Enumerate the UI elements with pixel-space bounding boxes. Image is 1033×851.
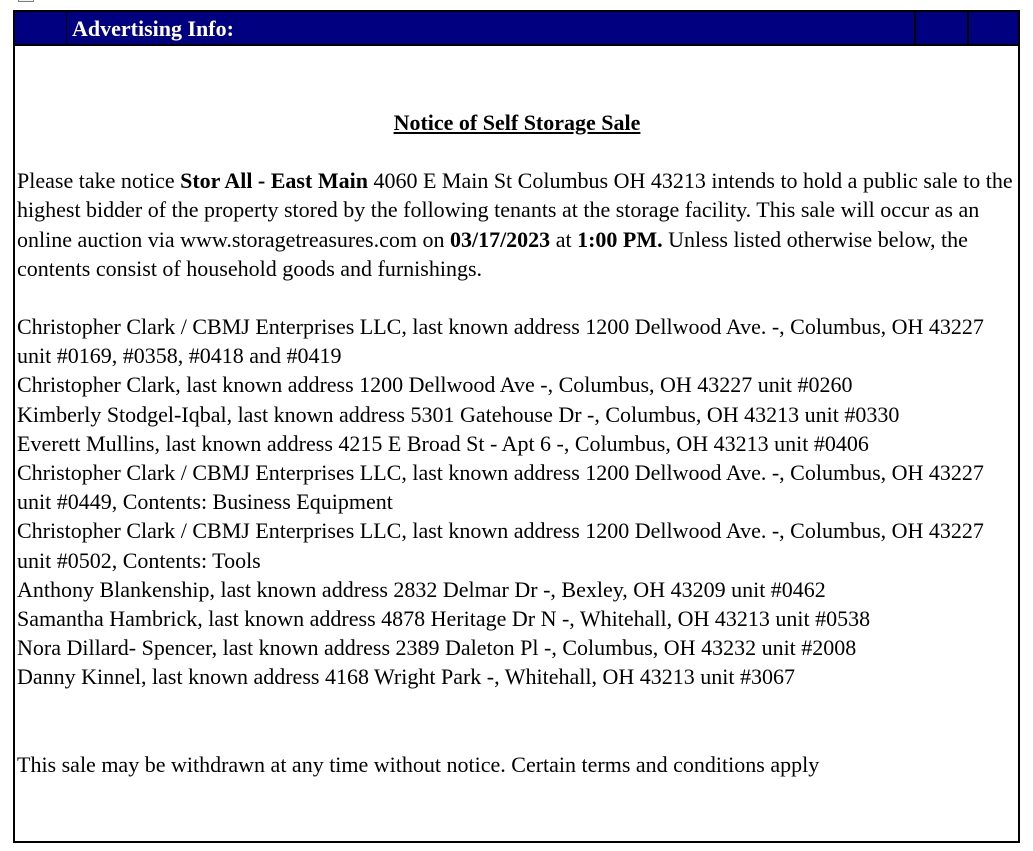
intro-text-1: Please take notice [17, 168, 181, 194]
sale-date: 03/17/2023 [449, 226, 551, 252]
tenant-entry: Christopher Clark / CBMJ Enterprises LLC, last known address 1200 Dellwood Ave. -, Columbus, OH 43227 unit #0449, Contents: Business Equipment [17, 460, 984, 515]
notice-content [17, 108, 1017, 779]
header-right-cell [914, 12, 969, 44]
footer-disclaimer: This sale may be withdrawn at any time without notice. Certain terms and conditions apply [17, 751, 820, 777]
tenant-entry: Everett Mullins, last known address 4215 E Broad St - Apt 6 -, Columbus, OH 43213 unit #0406 [17, 430, 869, 456]
header-title: Advertising Info: [72, 16, 234, 41]
header-bar [15, 12, 1018, 46]
tenant-entry: Danny Kinnel, last known address 4168 Wright Park -, Whitehall, OH 43213 unit #3067 [17, 664, 795, 690]
tenant-entry: Christopher Clark / CBMJ Enterprises LLC, last known address 1200 Dellwood Ave. -, Columbus, OH 43227 unit #0169, #0358, #0418 and #0419 [17, 314, 984, 369]
tenant-entry: Christopher Clark, last known address 1200 Dellwood Ave -, Columbus, OH 43227 unit #0260 [17, 372, 853, 398]
advertising-info-panel [13, 10, 1020, 843]
tenant-entry: Anthony Blankenship, last known address 2832 Delmar Dr -, Bexley, OH 43209 unit #0462 [17, 576, 826, 602]
intro-text-4: Unless listed otherwise below, the contents consist of household goods and furnishings. [17, 226, 968, 281]
tenant-entry: Samantha Hambrick, last known address 4878 Heritage Dr N -, Whitehall, OH 43213 unit #0538 [17, 606, 871, 632]
tenant-entry: Christopher Clark / CBMJ Enterprises LLC, last known address 1200 Dellwood Ave. -, Columbus, OH 43227 unit #0502, Contents: Tools [17, 518, 984, 573]
tenant-list [17, 312, 1017, 692]
sale-time: 1:00 PM. [577, 226, 663, 252]
tenant-entry: Nora Dillard- Spencer, last known address 2389 Daleton Pl -, Columbus, OH 43232 unit #2008 [17, 635, 857, 661]
tenant-entry: Kimberly Stodgel-Iqbal, last known address 5301 Gatehouse Dr -, Columbus, OH 43213 unit #0330 [17, 401, 900, 427]
facility-name: Stor All - East Main [180, 168, 368, 194]
corner-checkbox[interactable] [18, 0, 34, 2]
header-spacer-cell [15, 12, 67, 44]
intro-text-2: 4060 E Main St Columbus OH 43213 intends to hold a public sale to the highest bidder of the property stored by the following tenants at the storage facility. This sale will occur as an online auction via www.storagetreasures.com on [17, 168, 1013, 252]
intro-text-3: at [550, 226, 578, 252]
intro-paragraph [17, 166, 1017, 283]
notice-title: Notice of Self Storage Sale [393, 110, 641, 135]
